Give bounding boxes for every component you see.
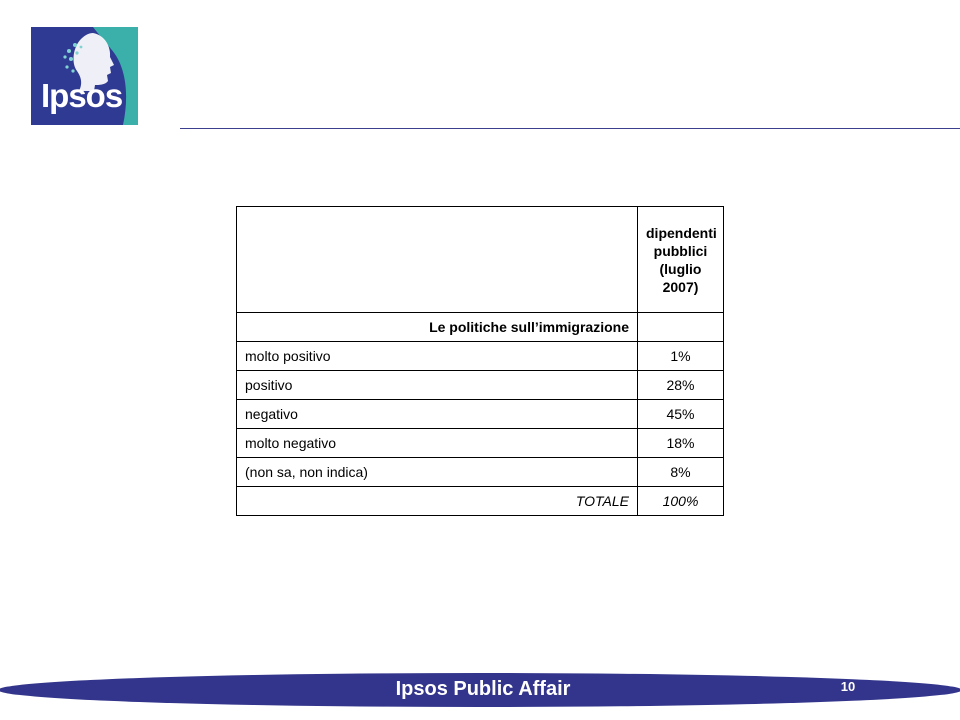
table-row <box>237 371 724 400</box>
total-value: 100% <box>638 487 724 516</box>
row-value: 45% <box>638 400 724 429</box>
table-row <box>237 400 724 429</box>
row-value: 18% <box>638 429 724 458</box>
table-row <box>237 342 724 371</box>
results-table <box>236 206 724 516</box>
row-label: negativo <box>237 400 638 429</box>
column-header: dipendenti pubblici (luglio 2007) <box>638 207 724 313</box>
logo-text: Ipsos <box>41 77 123 114</box>
row-label: molto positivo <box>237 342 638 371</box>
header-divider <box>180 128 960 129</box>
ipsos-logo <box>31 27 138 125</box>
section-empty-cell <box>638 313 724 342</box>
row-label: positivo <box>237 371 638 400</box>
row-value: 28% <box>638 371 724 400</box>
row-value: 8% <box>638 458 724 487</box>
row-label: molto negativo <box>237 429 638 458</box>
table-row <box>237 429 724 458</box>
total-row <box>237 487 724 516</box>
footer-title: Ipsos Public Affair <box>395 678 571 700</box>
row-label: (non sa, non indica) <box>237 458 638 487</box>
page-number: 10 <box>840 679 856 694</box>
table-header-row <box>237 207 724 313</box>
section-label: Le politiche sull’immigrazione <box>237 313 638 342</box>
total-label: TOTALE <box>237 487 638 516</box>
section-row <box>237 313 724 342</box>
row-value: 1% <box>638 342 724 371</box>
table-row <box>237 458 724 487</box>
empty-header-cell <box>237 207 638 313</box>
